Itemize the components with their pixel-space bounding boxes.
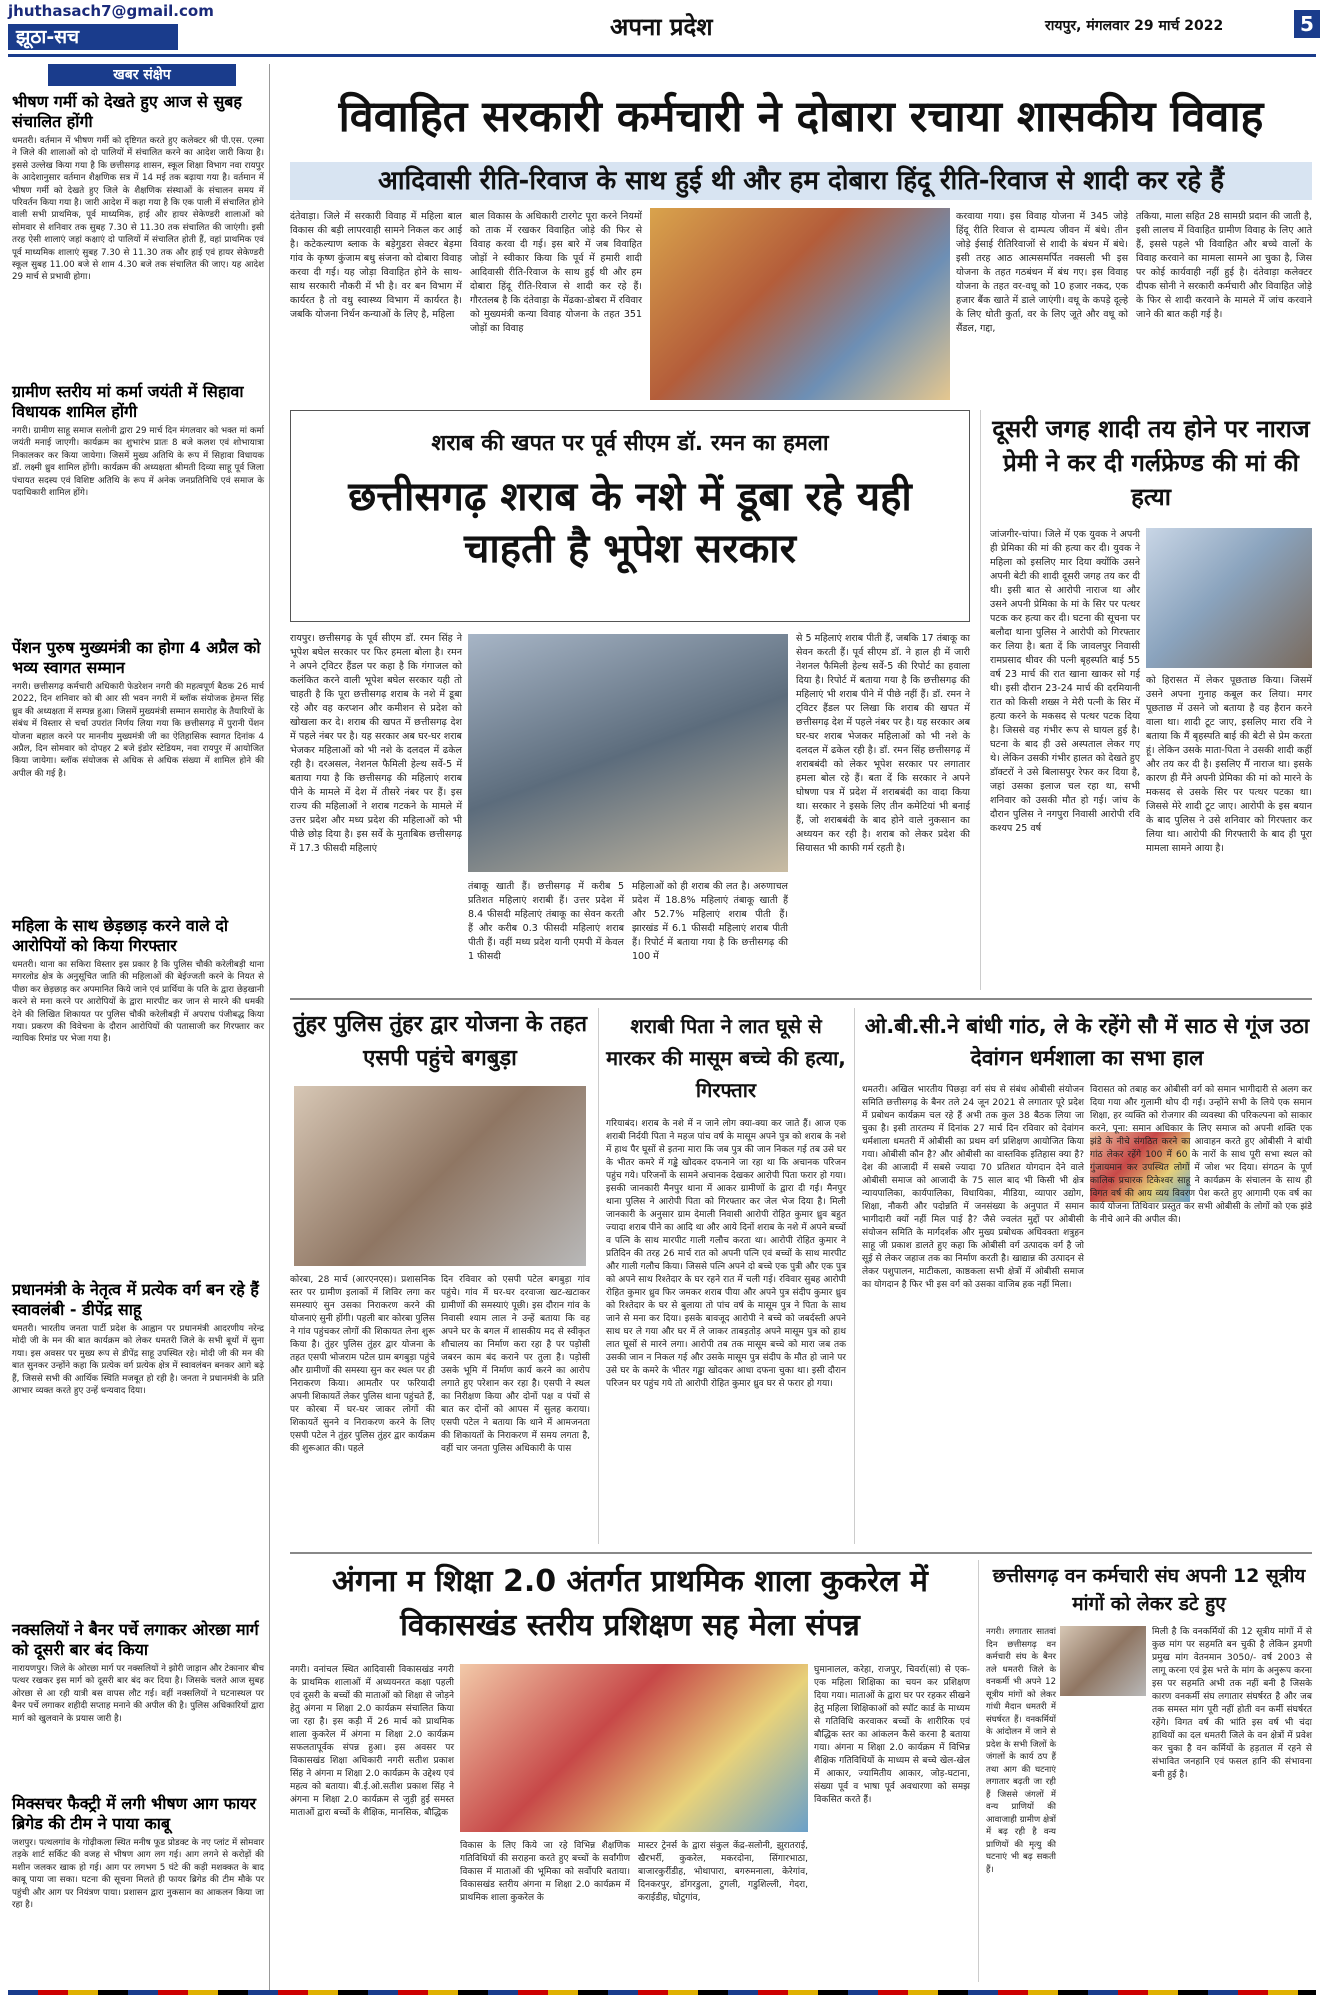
brief-item xyxy=(12,916,264,1277)
brief-title: भीषण गर्मी को देखते हुए आज से सुबह संचालित होंगी xyxy=(12,92,242,131)
header-email: jhuthasach7@gmail.com xyxy=(8,2,214,20)
obc-headline: ओ.बी.सी.ने बांधी गांठ, ले के रहेंगे सौ में साठ से गूंज उठा देवांगन धर्मशाला का सभा हाल xyxy=(864,1014,1310,1070)
obc-col-2: विरासत को तबाह कर ओबीसी वर्ग को समान भागीदारी से अलग कर दिया गया और गुलामी थोप दी गई। उन्होंने सभी के लिये एक समान शिक्षा, हर व्यक्ति को रोजगार की व्यवस्था की परिकल्पना को साकार करने, पूना: समान अधिकार के लिए समाज को अपनी शक्ति एक झंडे के नीचे संगठित करने का आवाहन करते हुए ओबीसी ने बांधी गांठ लेकर रहेंगे 100 में 60 के नारों के साथ पूरी सभा स्थल को गुंजायमान कर उपस्थित लोगों में जोश भर दिया। संगठन के पूर्ण कालिक प्रचारक टिकेश्वर साहू ने कार्यक्रम के संचालन के साथ ही विगत वर्ष की आय व्यय विवरण पेश करते हुए आगामी एक वर्ष का कार्य योजना तिथिवार प्रस्तुत कर सभी ओबीसी के लोगों को एक झंडे के नीचे आने की अपील की। xyxy=(1090,1085,1312,1225)
education-col-3: मास्टर ट्रेनर्स के द्वारा संकुल केंद्र-सलोनी, झुरातराई, खैरभर्री, कुकरेल, मकरदोना, सिंगारभाठा, बाजारकुर्रीडीह, भोथापारा, बगरुमनाला, केरेगांव, दिनकरपुर, डोंगरडुला, टुगली, गडुशिल्ली, गेदरा, कराईडीह, घोटुगांव, xyxy=(638,1841,808,1903)
liquor-col-4: से 5 महिलाएं शराब पीती हैं, जबकि 17 तंबाकू का सेवन करती हैं। पूर्व सीएम डॉ. ने हाल ही में जारी नेशनल फैमिली हेल्थ सर्वे-5 की रिपोर्ट का हवाला दिया है। रिपोर्ट में बताया गया है कि छत्तीसगढ़ की महिलाएं भी शराब पीने में पीछे नहीं हैं। डॉ. रमन ने ट्विटर हैंडल पर लिखा कि शराब की खपत में छत्तीसगढ़ देश में पहले नंबर पर है। यह सरकार अब घर-घर शराब भेजकर महिलाओं को भी नशे के दलदल में ढकेल रही है। डॉ. रमन सिंह छत्तीसगढ़ में शराबबंदी को लेकर भूपेश सरकार पर लगातार हमला बोल रहे हैं। बता दें कि सरकार ने अपने घोषणा पत्र में प्रदेश में शराबबंदी का वादा किया था। सरकार ने इसके लिए तीन कमेटियां भी बनाई हैं, जो शराबबंदी के बाद होने वाले नुकसान का अध्ययन कर रही है। शराब को लेकर प्रदेश की सियासत भी काफी गर्म रहती है। xyxy=(796,633,970,854)
column-divider xyxy=(980,410,981,990)
brief-title: नक्सलियों ने बैनर पर्चे लगाकर ओरछा मार्ग को दूसरी बार बंद किया xyxy=(12,1620,259,1659)
lead-col-4: तकिया, माला सहित 28 सामग्री प्रदान की जाती है, इसी लालच में विवाहित ग्रामीण विवाह के लिए आते हैं, इससे पहले भी विवाहित और बच्चे वालों के विवाह करवाने का मामला सामने आ चुका है, जिस पर कोई कार्यवाही नहीं हुई है। दंतेवाड़ा कलेक्टर दीपक सोनी ने सरकारी कर्मचारी और विवाहित जोड़े के फिर से शादी करवाने के मामले में जांच करवाने जाने की बात कही गई है। xyxy=(1136,211,1312,320)
liquor-kicker: शराब की खपत पर पूर्व सीएम डॉ. रमन का हमला xyxy=(431,431,829,456)
lead-col-2: बाल विकास के अधिकारी टारगेट पूरा करने नियमों को ताक में रखकर विवाहित जोड़े की फिर से विवाह करवा दी गई। इस बारे में जब विवाहित जोड़ों ने स्वीकार किया कि पूर्व में हमारी शादी आदिवासी रीति-रिवाज के साथ हुई थी और हम दोबारा हिंदू रीति-रिवाज से शादी कर रहे हैं। गौरतलब है कि दंतेवाड़ा के मेंढका-डोबरा में रविवार को मुख्यमंत्री कन्या विवाह योजना के तहत 351 जोड़ों का विवाह xyxy=(470,211,642,334)
news-brief-sidebar xyxy=(8,64,270,1994)
forest-col-1: नगरी। लगातार सातवां दिन छत्तीसगढ़ वन कर्मचारी संघ के बैनर तले धमतरी जिले के वनकर्मी भी अपने 12 सूत्रीय मांगों को लेकर गांधी मैदान धमतरी में संघर्षरत हैं। वनकर्मियों के आंदोलन में जाने से प्रदेश के सभी जिलों के जंगलों के कार्य ठप हैं तथा आग की घटनाएं लगातार बढ़ती जा रही हैं जिससे जंगलों में वन्य प्राणियों की आवाजाही ग्रामीण क्षेत्रों में बढ़ रही है वन्य प्राणियों की मृत्यु की घटनाएं भी बढ़ सकती हैं। xyxy=(986,1627,1056,1875)
section-rule xyxy=(290,1552,1312,1554)
lead-headline: विवाहित सरकारी कर्मचारी ने दोबारा रचाया शासकीय विवाह xyxy=(338,92,1264,142)
brief-item xyxy=(12,638,264,913)
header-rule xyxy=(8,54,1316,57)
brief-title: ग्रामीण स्तरीय मां कर्मा जयंती में सिहावा विधायक शामिल होंगी xyxy=(12,382,244,421)
brief-item xyxy=(12,1280,264,1613)
murder-col-2: को हिरासत में लेकर पूछताछ किया। जिसमें उसने अपना गुनाह कबूल कर लिया। मगर पूछताछ में उसने जो बताया है वह हैरान करने वाला था। शादी टूट जाए, इसलिए मारा रवि ने बताया कि मैं बृहस्पति बाई की बेटी से प्रेम करता हूं। लेकिन उसके माता-पिता ने उसकी शादी कहीं और तय कर दी है। इसलिए मैं नाराज था। इसके कारण ही मैंने अपनी प्रेमिका की मां को मारने के मकसद से उसके सिर पर पत्थर पटका था। जिससे मेरे शादी टूट जाए। आरोपी के इस बयान के बाद पुलिस ने उसे शनिवार को गिरफ्तार कर लिया था। आरोपी की गिरफ्तारी के बाद ही पूरा मामला सामने आया है। xyxy=(1146,675,1312,854)
education-col-1: नगरी। वनांचल स्थित आदिवासी विकासखंड नगरी के प्राथमिक शालाओं में अध्ययनरत कक्षा पहली एवं दूसरी के बच्चों की माताओं को शिक्षा से जोड़ने हेतु अंगना म शिक्षा 2.0 कार्यक्रम संचालित किया जा रहा है। इस कड़ी में 26 मार्च को प्राथमिक शाला कुकरेल में अंगना म शिक्षा 2.0 कार्यक्रम सफलतापूर्वक संपन्न हुआ। इस अवसर पर विकासखंड शिक्षा अधिकारी नगरी सतीश प्रकाश सिंह ने अंगना म शिक्षा 2.0 कार्यक्रम के उद्देश्य एवं महत्व को बताया। बी.ई.ओ.सतीश प्रकाश सिंह ने अंगना म शिक्षा 2.0 कार्यक्रम से जुड़ी हुई समस्त माताओं द्वारा बच्चों के शैक्षिक, मानसिक, बौद्धिक xyxy=(290,1665,454,1818)
liquor-headline-box xyxy=(290,410,970,622)
brief-title: प्रधानमंत्री के नेतृत्व में प्रत्येक वर्ग बन रहे हैं स्वावलंबी - डीपेंद्र साहू xyxy=(12,1280,259,1319)
forest-col-2: मिली है कि वनकर्मियों की 12 सूत्रीय मांगों में से कुछ मांग पर सहमति बन चुकी है लेकिन ड्रमणी प्रमुख मांग वेतनमान 3050/- वर्ष 2003 से लागू करना एवं ड्रेस भत्ते के मांग के अनुरूप करना इस पर सहमति अभी तक नहीं बनी है जिसके कारण वनकर्मी संघ लगातार संघर्षरत है और जब तक समस्त मांग पूरी नहीं होती वन कर्मी संघर्षरत रहेंगे। विगत वर्ष की भांति इस वर्ष भी चंदा हाथियों का दल धमतरी जिले के वन क्षेत्रों में प्रवेश कर चुका है वन कर्मियों के हड़ताल में रहने से संभावित जनहानि एवं फसल हानि की संभावना बनी हुई है। xyxy=(1152,1627,1312,1780)
leaders-photo xyxy=(468,634,788,872)
education-headline: अंगना म शिक्षा 2.0 अंतर्गत प्राथमिक शाला कुकरेल में विकासखंड स्तरीय प्रशिक्षण सह मेला संपन्न xyxy=(332,1564,928,1643)
brief-title: महिला के साथ छेड़छाड़ करने वाले दो आरोपियों को किया गिरफ्तार xyxy=(12,916,229,955)
brief-title: पेंशन पुरुष मुख्यमंत्री का होगा 4 अप्रैल को भव्य स्वागत सम्मान xyxy=(12,638,261,677)
brief-item xyxy=(12,382,264,635)
dateline: रायपुर, मंगलवार 29 मार्च 2022 xyxy=(1045,18,1224,34)
masthead: झूठा-सच xyxy=(8,24,178,50)
obc-col-1: धमतरी। अखिल भारतीय पिछड़ा वर्ग संघ से संबंध ओबीसी संयोजन समिति छत्तीसगढ़ के बैनर तले 24 जून 2021 से लगातार पूरे प्रदेश में प्रबोधन कार्यक्रम चल रहे हैं अभी तक कुल 38 बैठक लिया जा चुका है। इसी तारतम्य में दिनांक 27 मार्च दिन रविवार को देवांगन धर्मशाला धमतरी में ओबीसी का प्रथम वर्ग प्रशिक्षण आयोजित किया गया। ओबीसी कौन है? और ओबीसी का वास्तविक इतिहास क्या है? देश की आजादी में सबसे ज्यादा 70 प्रतिशत योगदान देने वाले ओबीसी समाज को आजादी के 75 साल बाद भी किसी भी क्षेत्र न्यायपालिका, कार्यपालिका, विधायिका, मीडिया, व्यापार उद्योग, शिक्षा, नौकरी और पदोन्नति में जनसंख्या के अनुपात में समान भागीदारी क्यों नहीं मिल पाई है? जैसे ज्वलंत मुद्दों पर ओबीसी संयोजन समिति के मार्गदर्शक और मुख्य प्रबोधक अधिवक्ता शत्रुहन साहू जी प्रकाश डालते हुए कहा कि ओबीसी वर्ग उत्पादक वर्ग है जो सूई से लेकर जहाज तक का निर्माण करती है। खाद्यान्न की उत्पादन से लेकर पशुपालन, माटीकला, काष्ठकला सभी क्षेत्रों में ओबीसी समाज का योगदान है फिर भी इस वर्ग को उसका वाजिब हक नहीं मिला। xyxy=(862,1085,1084,1290)
victim-photo xyxy=(1146,528,1312,668)
education-photo xyxy=(460,1664,808,1832)
section-rule xyxy=(290,998,1312,1000)
police-photo xyxy=(294,1086,586,1266)
murder-col-1: जांजगीर-चांपा। जिले में एक युवक ने अपनी ही प्रेमिका की मां की हत्या कर दी। युवक ने महिला को इसलिए मार दिया क्योंकि उसने अपनी बेटी की शादी दूसरी जगह तय कर दी थी। इसी बात से आरोपी नाराज था और उसने अपनी प्रेमिका के मां के सिर पर पत्थर पटक कर हत्या कर दी। घटना की सूचना पर बलौदा थाना पुलिस ने आरोपी को गिरफ्तार कर लिया है। बता दें कि जावलपुर निवासी रामप्रसाद धीवर की पत्नी बृहस्पति बाई 55 वर्ष 23 मार्च की रात खाना खाकर सो गई थी। इसी दौरान 23-24 मार्च की दरमियानी रात को किसी शख्स ने मेरी पत्नी के सिर में हत्या करने के मकसद से पत्थर पटक दिया है। जिससे वह गंभीर रूप से घायल हुई है। घटना के बाद ही उसे अस्पताल लेकर गए थे। लेकिन उसकी गंभीर हालत को देखते हुए डॉक्टरों ने उसे बिलासपुर रेफर कर दिया है, जहां उसका इलाज चल रहा था, सभी शनिवार को उसकी मौत हो गई। जांच के दौरान पुलिस ने नगपुरा निवासी आरोपी रवि कश्यप 25 वर्ष xyxy=(990,529,1140,834)
brief-item xyxy=(12,92,264,379)
liquor-col-1: रायपुर। छत्तीसगढ़ के पूर्व सीएम डॉ. रमन सिंह ने भूपेश बघेल सरकार पर फिर हमला बोला है। रमन ने अपने ट्विटर हैंडल पर कहा है कि गंगाजल को कलंकित करने वाली भूपेश बघेल सरकार यही तो चाहती है कि पूरा छत्तीसगढ़ शराब के नशे में डूबा रहे और वह करप्शन और कमीशन से प्रदेश को खोखला कर दे। शराब की खपत में छत्तीसगढ़ देश में पहले नंबर पर है। यह सरकार अब घर-घर शराब भेजकर महिलाओं को भी नशे के दलदल में ढकेल रही है। दरअसल, नेशनल फैमिली हेल्थ सर्वे-5 में बताया गया है कि छत्तीसगढ़ की महिलाएं शराब पीने के मामले में देश में तीसरे नंबर पर हैं। इस राज्य की महिलाओं ने शराब गटकने के मामले में उत्तर प्रदेश और मध्य प्रदेश की महिलाओं को भी पीछे छोड़ दिया है। इस सर्वे के मुताबिक छत्तीसगढ़ में 17.3 फीसदी महिलाएं xyxy=(290,633,462,854)
sidebar-tag: खबर संक्षेप xyxy=(48,64,236,86)
child-murder-headline: शराबी पिता ने लात घूसे से मारकर की मासूम बच्चे की हत्या, गिरफ्तार xyxy=(606,1014,846,1102)
lead-subheadline: आदिवासी रीति-रिवाज के साथ हुई थी और हम दोबारा हिंदू रीति-रिवाज से शादी कर रहे हैं xyxy=(290,162,1312,200)
education-col-4: घुमानालल, करेहा, राजपुर, चिवर्रा(सां) से एक-एक महिला शिक्षिका का चयन कर प्रशिक्षण दिया गया। माताओं के द्वारा घर पर रहकर सीखने हेतु महिला शिक्षिकाओं को स्पॉट कार्ड के माध्यम से गतिविधि करवाकर बच्चों के शारीरिक एवं बौद्धिक स्तर का आंकलन कैसे करना है बताया गया। अंगना म शिक्षा 2.0 कार्यक्रम में विभिन्न शैक्षिक गतिविधियों के माध्यम से बच्चे खेल-खेल में आकार, ज्यामितीय आकार, जोड़-घटाना, संख्या पूर्व व भाषा पूर्व अवधारणा को समझ विकसित करते हैं। xyxy=(814,1665,970,1805)
murder-headline: दूसरी जगह शादी तय होने पर नाराज प्रेमी ने कर दी गर्लफ्रेण्ड की मां की हत्या xyxy=(992,415,1310,511)
police-col-2: दिन रविवार को एसपी पटेल बगबुड़ा गांव पहुंचे। गांव में घर-घर दरवाजा खट-खटाकर ग्रामीणों की समस्याएं पूछी। इस दौरान गांव के निवासी श्याम लाल ने उन्हें बताया कि वह अपने घर के बगल में शासकीय मद से स्वीकृत शौचालय का निर्माण करा रहा है पर पड़ोसी जबरन काम बंद कराने पर तुला है। पड़ोसी उसके भूमि में निर्माण कार्य करने का आरोप लगाते हुए परेशान कर रहा है। एसपी ने स्थल का निरीक्षण किया और दोनों पक्ष व पंचों से बात कर दोनों को आपस में सुलह कराया। एसपी पटेल ने बताया कि थाने में आमजनता की शिकायतों के निराकरण में समय लगता है, वहीं चार जनता पुलिस अधिकारी के पास xyxy=(441,1275,590,1454)
footer-color-bar xyxy=(8,1990,1316,1995)
forest-photo xyxy=(1060,1626,1146,1696)
column-divider xyxy=(978,1560,979,1982)
police-headline: तुंहर पुलिस तुंहर द्वार योजना के तहत एसपी पहुंचे बगबुड़ा xyxy=(292,1012,588,1071)
brief-item xyxy=(12,1620,264,1787)
liquor-headline: छत्तीसगढ़ शराब के नशे में डूबा रहे यही चाहती है भूपेश सरकार xyxy=(348,473,912,572)
brief-body: धमतरी। भारतीय जनता पार्टी प्रदेश के आह्वान पर प्रधानमंत्री आदरणीय नरेन्द्र मोदी जी के मन की बात कार्यक्रम को लेकर धमतरी जिले के सभी बूथों में सुना गया। इस अवसर पर मुख्य रूप से डीपेंद्र साहू उपस्थित रहे। मोदी जी की मन की बात सुनकर उन्होंने कहा कि प्रत्येक वर्ग प्रत्येक क्षेत्र में स्वावलंबन बनकर आगे बढ़े हैं, जिससे सभी की आर्थिक स्थिति मजबूत हो रही है। जनता ने प्रधानमंत्री के प्रति आभार व्यक्त करते हुए उन्हें धन्यवाद दिया। xyxy=(12,1324,264,1397)
liquor-col-3: महिलाओं को ही शराब की लत है। अरुणाचल प्रदेश में 18.8% महिलाएं तंबाकू खाती हैं और 52.7% महिलाएं शराब पीती हैं। झारखंड में 6.1 फीसदी महिलाएं शराब पीती हैं। रिपोर्ट में बताया गया है कि छत्तीसगढ़ की 100 में xyxy=(632,881,788,962)
forest-headline: छत्तीसगढ़ वन कर्मचारी संघ अपनी 12 सूत्रीय मांगों को लेकर डटे हुए xyxy=(992,1565,1306,1615)
liquor-col-2: तंबाकू खाती हैं। छत्तीसगढ़ में करीब 5 प्रतिशत महिलाएं शराबी हैं। उत्तर प्रदेश में 8.4 फीसदी महिलाएं तंबाकू का सेवन करती हैं और करीब 0.3 फीसदी महिलाएं शराब पीती हैं। वहीं मध्य प्रदेश यानी एमपी में केवल 1 फीसदी xyxy=(468,881,624,962)
education-col-2: विकास के लिए किये जा रहे विभिन्न शैक्षणिक गतिविधियों की सराहना करते हुए बच्चों के सर्वांगीण विकास में माताओं की भूमिका को सर्वोपरि बताया। विकासखंड स्तरीय अंगना म शिक्षा 2.0 कार्यक्रम में प्राथमिक शाला कुकरेल के xyxy=(460,1841,630,1903)
page-number: 5 xyxy=(1294,10,1320,38)
wedding-photo xyxy=(650,208,950,400)
lead-col-1: दंतेवाड़ा। जिले में सरकारी विवाह में महिला बाल विकास की बड़ी लापरवाही सामने निकल कर आई है। कटेकल्याण ब्लाक के बड़ेगुडरा सेक्टर बेड़मा गांव के कृष्ण कुंजाम बधु संजना को दोबारा विवाह करवा दी गई। यह जोड़ा विवाहित होने के साथ-साथ सरकारी नौकरी में भी है। वर बन विभाग में कार्यरत है तो वधु स्वास्थ्य विभाग में कार्यरत है। जबकि योजना निर्धन कन्याओं के लिए है, महिला xyxy=(290,211,462,320)
brief-body: नारायणपुर। जिले के ओरछा मार्ग पर नक्सलियों ने झोरी जाड़ान और टेकानार बीच पत्थर रखकर इस मार्ग को दूसरी बार बंद कर दिया है। जिसके चलते आज सुबह ओरछा से आ रही यात्री बस वापस लौट गई। वहीं नक्सलियों ने घटनास्थल पर बैनर पर्चे लगाकर शहीदी सप्ताह मनाने की अपील की है। पुलिस अधिकारियों द्वारा मार्ग को खुलवाने के प्रयास जारी है। xyxy=(12,1664,264,1724)
column-divider xyxy=(598,1008,599,1544)
column-divider xyxy=(854,1008,855,1544)
brief-body: जशपुर। पत्थलगांव के गोढ़ीकला स्थित मनीष फूड प्रोडक्ट के नए प्लांट में सोमवार तड़के शार्ट सर्किट की वजह से भीषण आग लग गई। आग लगने से करोड़ों की मशीन जलकर खाक हो गई। आग पर लगभग 5 घंटे की कड़ी मशक्कत के बाद काबू पाया जा सका। घटना की सूचना मिलते ही फायर ब्रिगेड की टीम मौके पर पहुंची और आग पर नियंत्रण पाया। प्रशासन द्वारा नुकसान का आकलन किया जा रहा है। xyxy=(12,1838,264,1911)
police-col-1: कोरबा, 28 मार्च (आरएनएस)। प्रशासनिक स्तर पर ग्रामीण इलाकों में शिविर लगा कर समस्याएं सुन उसका निराकरण करने की योजनाएं सुनी होंगी। पहली बार कोरबा पुलिस ने गांव पहुंचकर लोगों की शिकायत लेना शुरू किया है। तुंहर पुलिस तुंहर द्वार योजना के तहत एसपी भोजराम पटेल ग्राम बगबुड़ा पहुंचे और ग्रामीणों की समस्या सुन कर स्थल पर ही निराकरण किया। आमतौर पर फरियादी अपनी शिकायतें लेकर पुलिस थाना पहुंचते हैं, पर कोरबा में घर-घर जाकर लोगों की शिकायतें सुनने व निराकरण करने के लिए एसपी पटेल ने तुंहर पुलिस तुंहर द्वार कार्यक्रम की शुरूआत की। पहले xyxy=(290,1275,435,1454)
brief-body: नगरी। ग्रामीण साहू समाज सलोनी द्वारा 29 मार्च दिन मंगलवार को भक्त मां कर्मा जयंती मनाई जाएगी। कार्यक्रम का शुभारंभ प्रातः 8 बजे कलश एवं शोभायात्रा निकालकर कर किया जायेगा। जिसमें मुख्य अतिथि के रूप में सिहावा विधायक डॉ. लक्ष्मी ध्रुव शामिल होंगी। कार्यक्रम की अध्यक्षता श्रीमती दिव्या साहू पूर्व जिला पंचायत सदस्य एवं विशिष्ट अतिथि के रूप में अनेक जनप्रतिनिधि एवं समाज के पदाधिकारी शामिल होंगे। xyxy=(12,426,264,499)
brief-body: नगरी। छत्तीसगढ़ कर्मचारी अधिकारी फेडरेशन नगरी की महत्वपूर्ण बैठक 26 मार्च 2022, दिन शनिवार को बी आर सी भवन नगरी में ब्लॉक संयोजक हेमन्त सिंह ध्रुव की अध्यक्षता में सम्पन्न हुआ। जिसमें मुख्यमंत्री सम्मान समारोह के तैयारियों के संबंध में विस्तार से चर्चा उपरांत निर्णय लिया गया कि छत्तीसगढ़ में पुरानी पेंशन योजना बहाल करने पर माननीय मुख्यमंत्री जी का ऐतिहासिक स्वागत दिनांक 4 अप्रैल, दिन सोमवार को दोपहर 2 बजे इंडोर स्टेडियम, नवा रायपुर में आयोजित किया जायेगा। ब्लॉक संयोजक से अधिक से अधिक संख्या में शामिल होने की अपील की गई है। xyxy=(12,682,264,779)
brief-body: धमतरी। वर्तमान में भीषण गर्मी को दृष्टिगत करते हुए कलेक्टर श्री पी.एस. एल्मा ने जिले की शालाओं को दो पालियों में संचालित करने का आदेश जारी किया है। इससे उल्लेख किया गया है कि छत्तीसगढ़ शासन, स्कूल शिक्षा विभाग नवा रायपुर के आदेशानुसार वर्तमान शैक्षणिक सत्र में 14 मई तक बढ़ाया गया है। वर्तमान में भीषण गर्मी को देखते हुए जिले के शैक्षणिक संस्थाओं के संचालन समय में परिवर्तन किया गया है। जारी आदेश में कहा गया है कि एक पाली में संचालित होने वाली सभी प्राथमिक, पूर्व माध्यमिक, हाई और हायर सेकेण्डरी शालाओं को सोमवार से शनिवार तक सुबह 7.30 से 11.30 तक संचालित की जाएंगी। इसी तरह ऐसी शालाएं जहां कक्षाएं दो पालियों में संचालित होती हैं, वहां प्राथमिक एवं पूर्व माध्यमिक शालाएं सुबह 7.30 से 11.30 तक और हाई एवं हायर सेकेण्डरी स्कूल सुबह 11.00 बजे से शाम 4.30 बजे तक संचालित की जाए। यह आदेश 29 मार्च से प्रभावी होगा। xyxy=(12,136,264,283)
brief-item xyxy=(12,1794,264,1987)
lead-col-3: करवाया गया। इस विवाह योजना में 345 जोड़े हिंदू रीति रिवाज से दाम्पत्य जीवन में बंधे। तीन जोड़े ईसाई रीतिरिवाजों से शादी के बंधन में बंधे। इसी तरह आठ आत्मसमर्पित नक्सली भी इस योजना के तहत गठबंधन में बंध गए। इस विवाह योजना के तहत वर-वधू को 10 हजार नकद, एक हजार बैंक खाते में डाले जाएंगी। वधू के कपड़े दूल्हे के लिए धोती कुर्ता, वर के लिए जूते और वधू को सैंडल, गद्दा, xyxy=(956,211,1128,334)
section-title: अपना प्रदेश xyxy=(610,13,713,41)
brief-title: मिक्सचर फैक्ट्री में लगी भीषण आग फायर ब्रिगेड की टीम ने पाया काबू xyxy=(12,1794,256,1833)
brief-body: धमतरी। थाना का सकिरा विस्तार इस प्रकार है कि पुलिस चौकी करेलीबड़ी थाना मगरलोड क्षेत्र के अनुसूचित जाति की महिलाओं की बेईज्जती करने के नियत से पीछा कर छेड़छाड़ कर अपमानित किये जाने एवं प्रार्थिया के पति के द्वारा छेड़खानी करने से मना करने पर आरोपियों के द्वारा मारपीट कर जान से मारने की धमकी देने की लिखित शिकायत पर पुलिस चौकी करेलीबड़ी में अपराध पंजीबद्ध किया गया। प्रकरण की विवेचना के दौरान आरोपियों की पतासाजी कर गिरफ्तार कर न्यायिक रिमांड पर भेजा गया है। xyxy=(12,960,264,1045)
child-murder-body: गरियाबंद। शराब के नशे में न जाने लोग क्या-क्या कर जाते हैं। आज एक शराबी निर्दयी पिता ने महज पांच वर्ष के मासूम अपने पुत्र को शराब के नशे में हाथ पैर घूसों से इतना मारा कि जब पुत्र की जान निकल गई तब उसे घर के भीतर कमरे में गड्ढे खोदकर दफनाने जा रहा था कि अचानक परिजन पहुंच गये। परिजनों के सामने अचानक देखकर आरोपी पिता फरार हो गया। इसकी जानकारी मैनपुर थाना में आकर ग्रामीणों के द्वारा दी गई। मैनपुर थाना पुलिस ने आरोपी पिता को गिरफ्तार कर जेल भेज दिया है। मिली जानकारी के अनुसार ग्राम देमाली निवासी आरोपी रोहित कुमार ध्रुव बहुत ज्यादा शराब पीने का आदि था और आये दिनों शराब के नशे में अपने बच्चों व पत्नि के साथ मारपीट गाली गलौच करता था। आरोपी रोहित कुमार ने प्रतिदिन की तरह 26 मार्च रात को अपनी पत्नि एवं बच्चों के साथ मारपीट और गाली गलौच किया। जिससे पत्नि अपने दो बच्चे एक पुत्री और एक पुत्र को अपने साथ रिश्तेदार के घर रहने रात में चली गई। रविवार सुबह आरोपी रोहित कुमार ध्रुव फिर जमकर शराब पीया और अपने पुत्र संदीप कुमार ध्रुव को रिश्तेदार के घर से बुलाया तो पांच वर्ष के मासूम पुत्र ने पिता के साथ जाने से मना कर दिया। इसके बावजूद आरोपी ने बच्चे को जबर्दस्ती अपने साथ घर ले गया और घर में ले जाकर ताबड़तोड़ अपने मासूम पुत्र को हाथ लात घूसों से मारने लगा। आरोपी तब तक मासूम बच्चे को मारा जब तक उसकी जान न निकल गई और उसके मासूम पुत्र संदीप के मौत हो जाने पर उसे घर के कमरे के भीतर गड्ढा खोदकर आधा दफना चुका था। इसी दौरान परिजन घर पहुंच गये तो आरोपी रोहित कुमार ध्रुव घर से फरार हो गया। xyxy=(606,1119,846,1389)
